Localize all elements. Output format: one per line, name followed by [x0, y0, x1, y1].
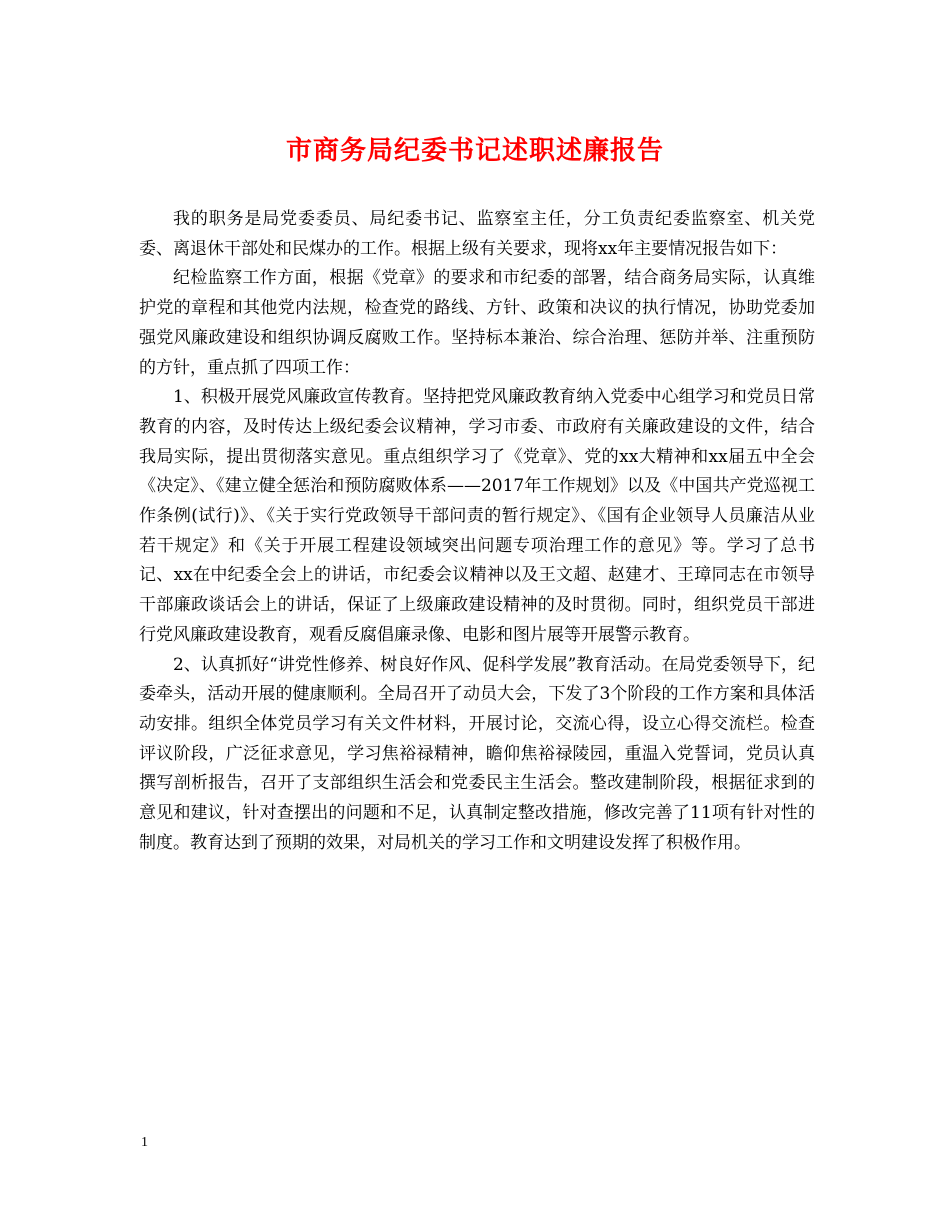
- document-body: [139, 205, 815, 858]
- paragraph-intro: 我的职务是局党委委员、局纪委书记、监察室主任，分工负责纪委监察室、机关党委、离退休干部处和民煤办的工作。根据上级有关要求，现将xx年主要情况报告如下：: [139, 209, 815, 259]
- paragraph-item-1: 1、积极开展党风廉政宣传教育。坚持把党风廉政教育纳入党委中心组学习和党员日常教育的内容，及时传达上级纪委会议精神，学习市委、市政府有关廉政建设的文件，结合我局实际，提出贯彻落实意见。重点组织学习了《党章》、党的xx大精神和xx届五中全会《决定》、《建立健全惩治和预防腐败体系——2017年工作规划》以及《中国共产党巡视工作条例(试行)》、《关于实行党政领导干部问责的暂行规定》、《国有企业领导人员廉洁从业若干规定》和《关于开展工程建设领域突出问题专项治理工作的意见》等。学习了总书记、xx在中纪委全会上的讲话，市纪委会议精神以及王文超、赵建才、王璋同志在市领导干部廉政谈话会上的讲话，保证了上级廉政建设精神的及时贯彻。同时，组织党员干部进行党风廉政建设教育，观看反腐倡廉录像、电影和图片展等开展警示教育。: [139, 387, 815, 645]
- paragraph-item-2: 2、认真抓好“讲党性修养、树良好作风、促科学发展”教育活动。在局党委领导下，纪委牵头，活动开展的健康顺利。全局召开了动员大会，下发了3个阶段的工作方案和具体活动安排。组织全体党员学习有关文件材料，开展讨论，交流心得，设立心得交流栏。检查评议阶段，广泛征求意见，学习焦裕禄精神，瞻仰焦裕禄陵园，重温入党誓词，党员认真撰写剖析报告，召开了支部组织生活会和党委民主生活会。整改建制阶段，根据征求到的意见和建议，针对查摆出的问题和不足，认真制定整改措施，修改完善了11项有针对性的制度。教育达到了预期的效果，对局机关的学习工作和文明建设发挥了积极作用。: [139, 654, 815, 853]
- paragraph-discipline-work: 纪检监察工作方面，根据《党章》的要求和市纪委的部署，结合商务局实际，认真维护党的章程和其他党内法规，检查党的路线、方针、政策和决议的执行情况，协助党委加强党风廉政建设和组织协调反腐败工作。坚持标本兼治、综合治理、惩防并举、注重预防的方针，重点抓了四项工作：: [139, 268, 815, 378]
- page-number: 1: [141, 1135, 148, 1150]
- document-title: 市商务局纪委书记述职述廉报告: [285, 136, 664, 166]
